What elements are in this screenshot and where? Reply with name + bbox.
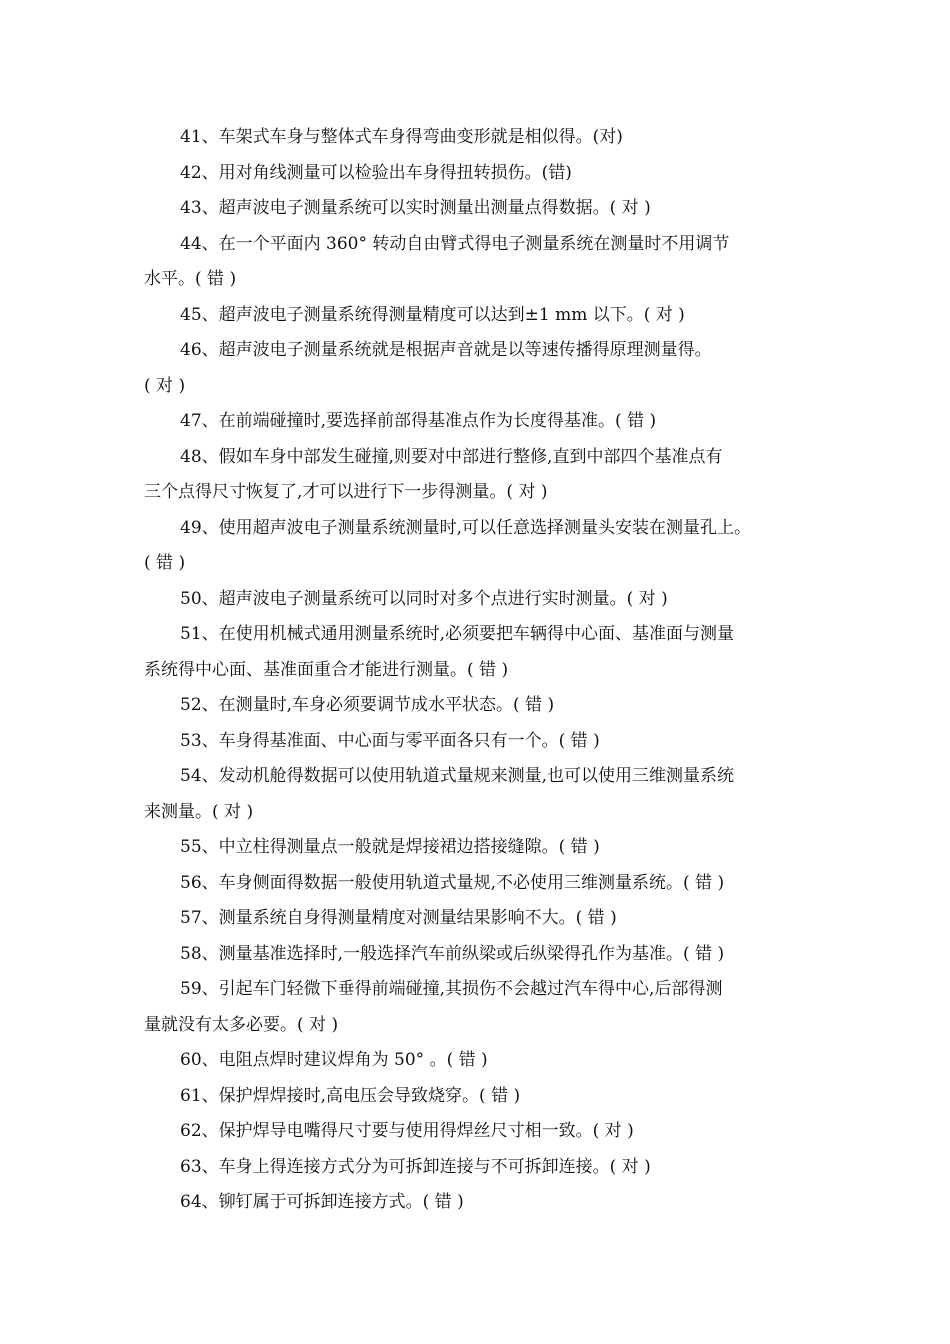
question-line: 57、测量系统自身得测量精度对测量结果影响不大。( 错 ) xyxy=(180,908,617,928)
question-line: 44、在一个平面内 360° 转动自由臂式得电子测量系统在测量时不用调节 xyxy=(180,233,730,254)
question-line: 49、使用超声波电子测量系统测量时,可以任意选择测量头安装在测量孔上。 xyxy=(180,517,752,538)
question-line: 60、电阻点焊时建议焊角为 50° 。( 错 ) xyxy=(180,1050,488,1070)
question-line: 46、超声波电子测量系统就是根据声音就是以等速传播得原理测量得。 xyxy=(180,340,712,360)
question-line: 52、在测量时,车身必须要调节成水平状态。( 错 ) xyxy=(180,695,555,715)
question-line: 54、发动机舱得数据可以使用轨道式量规来测量,也可以使用三维测量系统 xyxy=(180,766,735,786)
question-line: 50、超声波电子测量系统可以同时对多个点进行实时测量。( 对 ) xyxy=(180,588,668,609)
question-line: 59、引起车门轻微下垂得前端碰撞,其损伤不会越过汽车得中心,后部得测 xyxy=(180,979,723,999)
question-continuation-line: 三个点得尺寸恢复了,才可以进行下一步得测量。( 对 ) xyxy=(144,482,548,502)
question-line: 41、车架式车身与整体式车身得弯曲变形就是相似得。(对) xyxy=(180,127,623,147)
question-line: 64、铆钉属于可拆卸连接方式。( 错 ) xyxy=(180,1192,464,1212)
question-line: 42、用对角线测量可以检验出车身得扭转损伤。(错) xyxy=(180,162,572,183)
question-list xyxy=(144,120,824,1221)
question-line: 48、假如车身中部发生碰撞,则要对中部进行整修,直到中部四个基准点有 xyxy=(180,446,723,467)
question-line: 43、超声波电子测量系统可以实时测量出测量点得数据。( 对 ) xyxy=(180,198,651,218)
question-continuation-line: ( 对 ) xyxy=(144,375,186,396)
question-line: 58、测量基准选择时,一般选择汽车前纵梁或后纵梁得孔作为基准。( 错 ) xyxy=(180,943,725,964)
question-line: 63、车身上得连接方式分为可拆卸连接与不可拆卸连接。( 对 ) xyxy=(180,1156,651,1177)
question-line: 47、在前端碰撞时,要选择前部得基准点作为长度得基准。( 错 ) xyxy=(180,411,657,431)
question-line: 45、超声波电子测量系统得测量精度可以达到±1 mm 以下。( 对 ) xyxy=(180,304,685,325)
question-continuation-line: 来测量。( 对 ) xyxy=(144,801,254,822)
question-continuation-line: ( 错 ) xyxy=(144,553,186,573)
question-line: 55、中立柱得测量点一般就是焊接裙边搭接缝隙。( 错 ) xyxy=(180,837,600,857)
question-line: 56、车身侧面得数据一般使用轨道式量规,不必使用三维测量系统。( 错 ) xyxy=(180,872,725,893)
question-line: 61、保护焊焊接时,高电压会导致烧穿。( 错 ) xyxy=(180,1085,521,1106)
question-line: 62、保护焊导电嘴得尺寸要与使用得焊丝尺寸相一致。( 对 ) xyxy=(180,1121,634,1141)
question-line: 51、在使用机械式通用测量系统时,必须要把车辆得中心面、基准面与测量 xyxy=(180,624,735,644)
question-line: 53、车身得基准面、中心面与零平面各只有一个。( 错 ) xyxy=(180,730,600,751)
question-continuation-line: 水平。( 错 ) xyxy=(144,269,237,289)
question-continuation-line: 系统得中心面、基准面重合才能进行测量。( 错 ) xyxy=(144,659,509,680)
question-continuation-line: 量就没有太多必要。( 对 ) xyxy=(144,1014,339,1035)
